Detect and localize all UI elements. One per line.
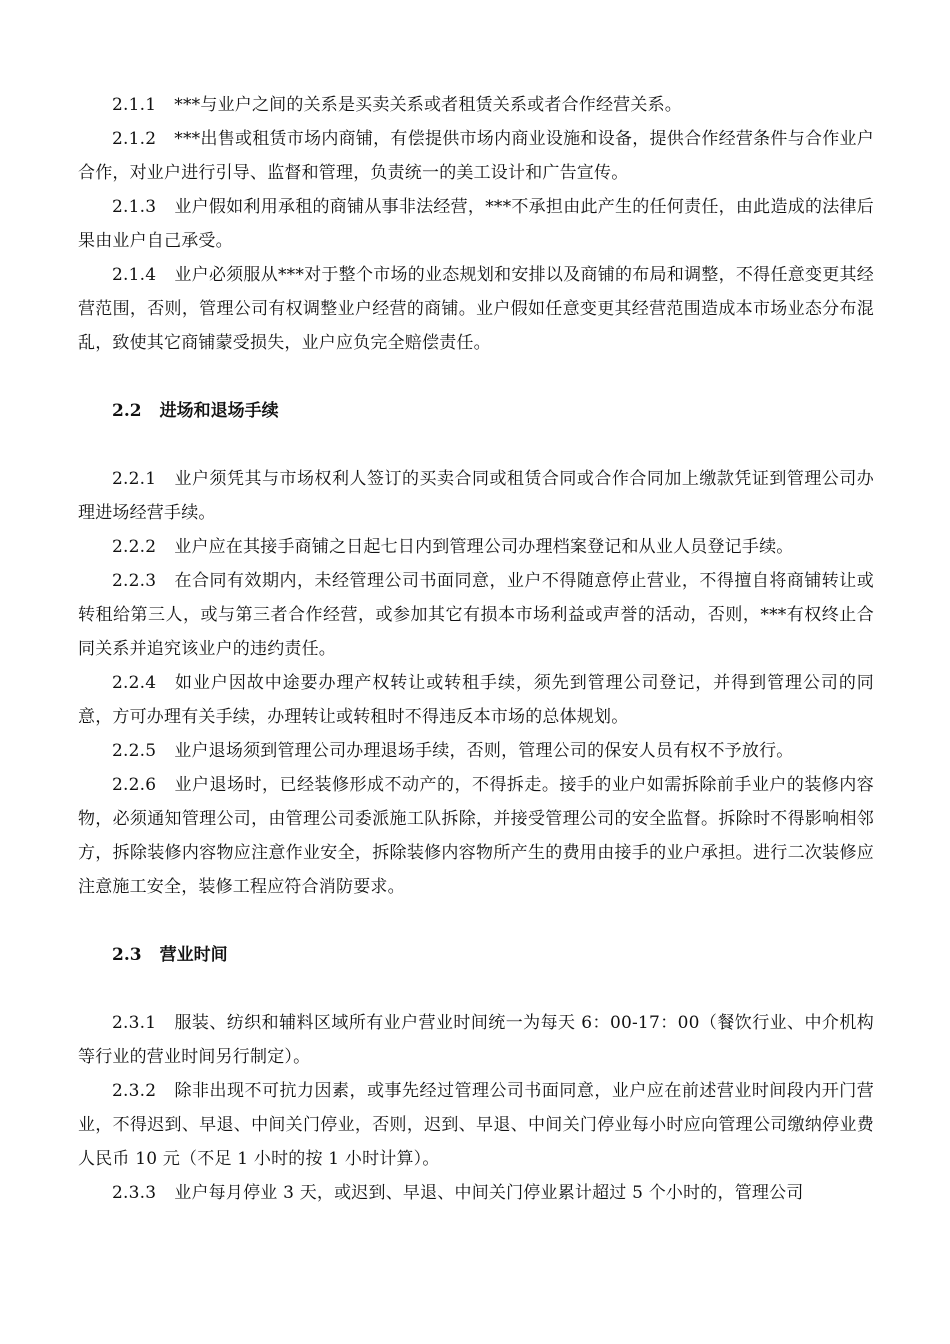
- document-page: [78, 88, 874, 1210]
- clause-number: 2.1.4: [112, 265, 157, 285]
- clause-2-2-1: [78, 462, 874, 530]
- clause-number: 2.1.1: [112, 95, 157, 115]
- section-title: 营业时间: [159, 945, 228, 965]
- clause-number: 2.2.2: [112, 537, 157, 557]
- clause-text: 业户假如利用承租的商铺从事非法经营，***不承担由此产生的任何责任，由此造成的法律后果由业户自己承受。: [78, 197, 874, 251]
- clause-number: 2.3.2: [112, 1081, 157, 1101]
- clause-2-1-3: [78, 190, 874, 258]
- section-heading-2-2: [78, 394, 874, 428]
- clause-2-3-1: [78, 1006, 874, 1074]
- clause-number: 2.1.2: [112, 129, 157, 149]
- clause-number: 2.1.3: [112, 197, 157, 217]
- clause-number: 2.2.1: [112, 469, 157, 489]
- clause-text: 业户退场时，已经装修形成不动产的，不得拆走。接手的业户如需拆除前手业户的装修内容物，必须通知管理公司，由管理公司委派施工队拆除，并接受管理公司的安全监督。拆除时不得影响相邻方，拆除装修内容物应注意作业安全，拆除装修内容物所产生的费用由接手的业户承担。进行二次装修应注意施工安全，装修工程应符合消防要求。: [78, 775, 874, 897]
- clause-2-2-2: [78, 530, 874, 564]
- clause-number: 2.2.5: [112, 741, 157, 761]
- section-title: 进场和退场手续: [159, 401, 279, 421]
- clause-text: 业户应在其接手商铺之日起七日内到管理公司办理档案登记和从业人员登记手续。: [174, 537, 794, 557]
- clause-number: 2.2.3: [112, 571, 157, 591]
- clause-2-3-3: [78, 1176, 874, 1210]
- clause-number: 2.3.3: [112, 1183, 157, 1203]
- clause-2-1-1: [78, 88, 874, 122]
- clause-text: ***与业户之间的关系是买卖关系或者租赁关系或者合作经营关系。: [174, 95, 682, 115]
- clause-text: 在合同有效期内，未经管理公司书面同意，业户不得随意停止营业，不得擅自将商铺转让或转租给第三人，或与第三者合作经营，或参加其它有损本市场利益或声誉的活动，否则，***有权终止合同关系并追究该业户的违约责任。: [78, 571, 874, 659]
- section-heading-2-3: [78, 938, 874, 972]
- clause-text: 除非出现不可抗力因素，或事先经过管理公司书面同意，业户应在前述营业时间段内开门营业，不得迟到、早退、中间关门停业，否则，迟到、早退、中间关门停业每小时应向管理公司缴纳停业费人民币 10 元（不足 1 小时的按 1 小时计算）。: [78, 1081, 874, 1169]
- clause-text: 业户须凭其与市场权利人签订的买卖合同或租赁合同或合作合同加上缴款凭证到管理公司办理进场经营手续。: [78, 469, 874, 523]
- clause-number: 2.2.6: [112, 775, 157, 795]
- clause-2-2-3: [78, 564, 874, 666]
- clause-2-3-2: [78, 1074, 874, 1176]
- clause-text: 服装、纺织和辅料区域所有业户营业时间统一为每天 6：00-17：00（餐饮行业、中介机构等行业的营业时间另行制定）。: [78, 1013, 874, 1067]
- section-number: 2.2: [112, 401, 142, 421]
- clause-number: 2.2.4: [112, 673, 157, 693]
- clause-text: 业户必须服从***对于整个市场的业态规划和安排以及商铺的布局和调整，不得任意变更其经营范围，否则，管理公司有权调整业户经营的商铺。业户假如任意变更其经营范围造成本市场业态分布混乱，致使其它商铺蒙受损失，业户应负完全赔偿责任。: [78, 265, 874, 353]
- clause-2-2-6: [78, 768, 874, 904]
- clause-text: 如业户因故中途要办理产权转让或转租手续，须先到管理公司登记，并得到管理公司的同意，方可办理有关手续，办理转让或转租时不得违反本市场的总体规划。: [78, 673, 874, 727]
- clause-2-1-2: [78, 122, 874, 190]
- clause-2-2-4: [78, 666, 874, 734]
- clause-text: ***出售或租赁市场内商铺，有偿提供市场内商业设施和设备，提供合作经营条件与合作业户合作，对业户进行引导、监督和管理，负责统一的美工设计和广告宣传。: [78, 129, 874, 183]
- section-number: 2.3: [112, 945, 142, 965]
- clause-2-1-4: [78, 258, 874, 360]
- clause-2-2-5: [78, 734, 874, 768]
- clause-number: 2.3.1: [112, 1013, 157, 1033]
- clause-text: 业户每月停业 3 天，或迟到、早退、中间关门停业累计超过 5 个小时的，管理公司: [174, 1183, 804, 1203]
- clause-text: 业户退场须到管理公司办理退场手续，否则，管理公司的保安人员有权不予放行。: [174, 741, 794, 761]
